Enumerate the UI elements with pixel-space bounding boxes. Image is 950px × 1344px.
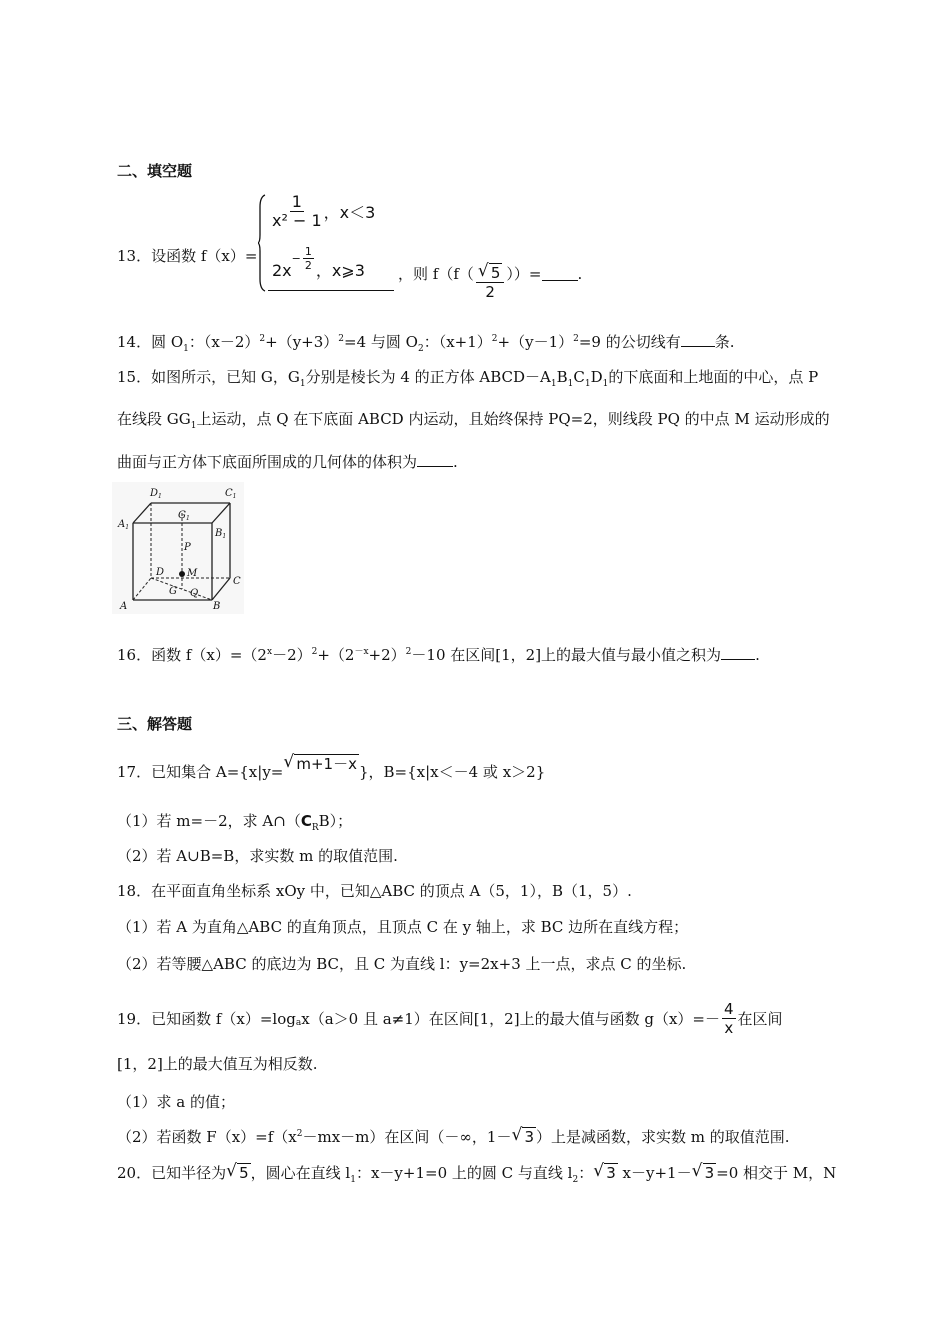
sqrt3 <box>511 1127 536 1147</box>
q20-s1: 1 <box>350 1175 356 1185</box>
section-heading-fill-in: 二、填空题 <box>117 162 193 180</box>
q15-l1a: 15．如图所示，已知 G，G <box>117 368 300 386</box>
question-19-part-1: （1）求 a 的值； <box>117 1093 236 1111</box>
piece-case-2 <box>272 245 365 294</box>
q17-t2: }，B={x|x＜－4 或 x＞2} <box>358 763 546 781</box>
q15-l3: 曲面与正方体下底面所围成的几何体的体积为 <box>117 453 418 471</box>
label-b1: $B_1$ <box>215 528 227 540</box>
piece-underline <box>268 290 394 291</box>
q14-p1: 2 <box>259 334 266 344</box>
q17-p1a: （1）若 m=－2，求 A∩（ <box>117 812 301 830</box>
label-c: C <box>233 576 241 587</box>
case2-condition: ，x⩾3 <box>315 261 365 280</box>
q14-t1: 14．圆 O <box>117 333 184 351</box>
case1-condition: ，x＜3 <box>323 203 376 222</box>
q17-p1s: R <box>311 823 319 833</box>
q16-e3: －x <box>354 647 369 657</box>
q19-p2e: 2 <box>296 1129 303 1139</box>
q16-t1: 16．函数 f（x）=（2 <box>117 646 267 664</box>
q16-e1: x <box>266 647 273 657</box>
q15-sub-a1: 1 <box>550 379 557 389</box>
q13-end: . <box>577 264 583 283</box>
label-a1: $A_1$ <box>118 519 130 531</box>
q17-sqrt <box>283 754 359 774</box>
q15-sub-gg1: 1 <box>190 421 197 431</box>
sqrt3-b <box>692 1163 717 1183</box>
q19-p2a: （2）若函数 F（x）=f（x <box>117 1128 297 1146</box>
q15-sub-b1: 1 <box>567 379 574 389</box>
label-c1: $C_1$ <box>225 488 237 500</box>
q15-sub-g1: 1 <box>299 379 306 389</box>
question-17-part-1 <box>117 811 352 831</box>
answer-blank-16[interactable] <box>721 645 755 660</box>
radical-icon: √ <box>283 752 295 772</box>
question-18-part-2: （2）若等腰△ABC 的底边为 BC，且 C 为直线 l：y=2x+3 上一点，求点 C 的坐标. <box>117 955 687 973</box>
q14-t7: =9 的公切线有 <box>578 333 681 351</box>
q15-l1b: 分别是棱长为 4 的正方体 ABCD－A <box>305 368 551 386</box>
q20-t4: ： <box>578 1164 594 1182</box>
q16-t2: －2） <box>272 646 312 664</box>
question-17 <box>117 752 546 782</box>
q19-p2r: 3 <box>524 1128 534 1146</box>
q17-sqrt-arg: m+1－x <box>296 755 357 773</box>
radical-icon: √ <box>477 261 489 281</box>
q16-e2: 2 <box>311 647 318 657</box>
q17-t1: 17．已知集合 A={x|y= <box>117 763 284 781</box>
q14-s2: 2 <box>417 344 424 354</box>
q15-l2b: 上运动，点 Q 在下底面 ABCD 内运动，且始终保持 PQ=2，则线段 PQ 的中点 M 运动形成的 <box>196 410 830 428</box>
q19-p2c: ）上是减函数，求实数 m 的取值范围. <box>536 1128 790 1146</box>
q20-s2: 2 <box>572 1175 579 1185</box>
q20-r1: 5 <box>239 1164 249 1182</box>
q15-l1f: 的下底面和上地面的中心，点 P <box>608 368 819 386</box>
question-18: 18．在平面直角坐标系 xOy 中，已知△ABC 的顶点 A（5，1），B（1，5）. <box>117 882 632 900</box>
q19-t2: x（a＞0 且 a≠1）在区间[1，2]上的最大值与函数 g（x）=－ <box>301 1009 720 1028</box>
q14-t8: 条. <box>714 333 735 351</box>
q15-l1e: D <box>590 368 603 386</box>
q14-t6: +（y－1） <box>497 333 574 351</box>
question-19-line-2: [1，2]上的最大值互为相反数. <box>117 1055 318 1073</box>
radical-icon: √ <box>691 1161 703 1181</box>
q15-sub-c1: 1 <box>584 379 591 389</box>
q14-t2: ：（x－2） <box>188 333 260 351</box>
question-13-prefix <box>117 246 257 266</box>
label-a: A <box>120 601 128 612</box>
q17-p1b: B）； <box>318 812 353 830</box>
question-19: 19．已知函数 f（x）=log $_a$ x（a＞0 且 a≠1）在区间[1，2]上的最大值与函数 g（x）=－ $\frac{4}{x}$ 在区间 <box>117 1000 783 1037</box>
q19-t1: 19．已知函数 f（x）=log <box>117 1009 296 1028</box>
q16-t4: +2） <box>368 646 406 664</box>
q14-t5: ：（x+1） <box>423 333 492 351</box>
label-q: Q <box>190 588 199 599</box>
q20-r3: 3 <box>704 1164 715 1182</box>
question-15-line-3 <box>117 452 458 472</box>
cube-figure <box>112 482 244 614</box>
question-19-part-2 <box>117 1127 790 1147</box>
q13-prefix-text: 13．设函数 f（x）= <box>117 247 258 265</box>
question-18-part-1: （1）若 A 为直角△ABC 的直角顶点，且顶点 C 在 y 轴上，求 BC 边所在直线方程； <box>117 918 689 936</box>
question-14 <box>117 332 735 352</box>
question-15-line-1 <box>117 367 818 387</box>
radical-icon: √ <box>511 1125 523 1145</box>
case2-exponent <box>292 245 316 272</box>
label-p: P <box>184 542 191 553</box>
q19-t3: 在区间 <box>737 1009 783 1028</box>
label-b: B <box>213 601 221 612</box>
piece-case-1 <box>270 193 375 230</box>
label-d1: $D_1$ <box>150 488 162 500</box>
q15-l1d: C <box>573 368 585 386</box>
sqrt5 <box>226 1163 251 1183</box>
q13-sqrt-arg: 5 <box>490 264 501 282</box>
q14-t4: =4 与圆 O <box>344 333 418 351</box>
q16-e4: 2 <box>405 647 412 657</box>
question-17-part-2: （2）若 A∪B=B，求实数 m 的取值范围. <box>117 847 398 865</box>
question-15-line-2 <box>117 409 830 429</box>
q14-p3: 2 <box>491 334 498 344</box>
case2-exp-sign: − <box>291 252 301 265</box>
label-d: D <box>156 567 165 578</box>
q15-sub-d1: 1 <box>602 379 609 389</box>
q13-suffix-text: ））= <box>506 264 542 283</box>
q14-p2: 2 <box>338 334 345 344</box>
q14-p4: 2 <box>573 334 579 344</box>
q19-fden: x <box>724 1019 734 1037</box>
fraction-4-over-x <box>722 1000 736 1037</box>
q20-r2: 3 <box>606 1164 616 1182</box>
complement-symbol: C <box>300 812 312 830</box>
q19-fnum: 4 <box>723 1000 734 1018</box>
case2-exp-num: 1 <box>304 245 312 258</box>
label-g1: $G_1$ <box>178 510 190 522</box>
case2-base: 2x <box>272 261 292 280</box>
radical-icon: √ <box>226 1161 237 1181</box>
answer-blank-14[interactable] <box>681 332 715 347</box>
q16-t5: －10 在区间[1，2]上的最大值与最小值之积为 <box>411 646 722 664</box>
piecewise-function <box>258 193 394 293</box>
q14-t3: +（y+3） <box>265 333 339 351</box>
section-heading-answer: 三、解答题 <box>117 715 193 733</box>
q15-end: . <box>453 453 458 471</box>
sqrt3-a <box>593 1163 618 1183</box>
q20-t2: ，圆心在直线 l <box>250 1164 351 1182</box>
question-16 <box>117 645 760 665</box>
q20-t3: ：x－y+1=0 上的圆 C 与直线 l <box>355 1164 573 1182</box>
q16-end: . <box>755 646 760 664</box>
case2-exp-den: 2 <box>304 259 312 272</box>
q19-p2b: －mx－m）在区间（－∞，1－ <box>302 1128 512 1146</box>
point-m-dot-icon <box>179 571 185 577</box>
q20-t6: =0 相交于 M，N <box>716 1164 837 1182</box>
label-g: G <box>169 586 177 597</box>
sqrt5-over-2 <box>476 261 505 301</box>
question-13-suffix <box>398 246 582 301</box>
case1-numerator: 1 <box>291 192 302 211</box>
q13-den: 2 <box>485 283 495 301</box>
q15-l2a: 在线段 GG <box>117 410 191 428</box>
label-m: M <box>187 568 198 579</box>
q14-s1: 1 <box>183 344 189 354</box>
radical-icon: √ <box>593 1161 605 1181</box>
q13-mid-text: ，则 f（f（ <box>398 264 474 283</box>
left-brace-icon <box>258 193 266 293</box>
case1-denominator: x² − 1 <box>272 211 322 230</box>
q20-t1: 20．已知半径为 <box>117 1164 227 1182</box>
answer-blank-13[interactable] <box>542 266 578 281</box>
answer-blank-15[interactable] <box>417 452 453 467</box>
q20-t5: x－y+1－ <box>617 1164 692 1182</box>
q15-l1c: B <box>556 368 568 386</box>
q16-t3: +（2 <box>317 646 355 664</box>
question-20 <box>117 1163 836 1183</box>
